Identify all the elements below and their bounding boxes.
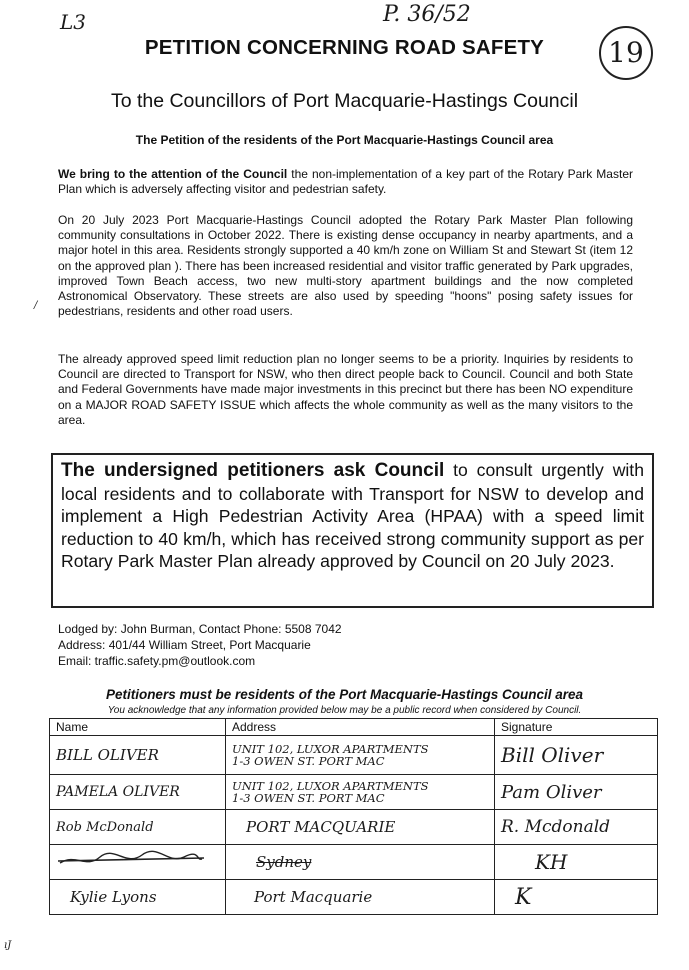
paragraph-attention — [58, 167, 633, 197]
petition-of-heading: The Petition of the residents of the Port Macquarie-Hastings Council area — [135, 133, 554, 147]
petition-request-lead: The undersigned petitioners ask Council — [61, 460, 445, 481]
column-header-address: Address — [226, 719, 495, 736]
signer-signature: KH — [495, 845, 658, 880]
petition-request-text: to consult urgently with local residents and to collaborate with Transport for NSW to develop and implement a High Pedestrian Activity Area (HPAA) with a speed limit reduction to 40 km/h, which has received strong community support as per Rotary Park Master Plan already approved by Council on 20 July 2023. — [61, 460, 644, 572]
signer-address — [226, 775, 495, 810]
signer-address: Port Macquarie — [226, 880, 495, 915]
residency-note: Petitioners must be residents of the Port Macquarie-Hastings Council area — [105, 687, 584, 702]
signer-signature: Pam Oliver — [495, 775, 658, 810]
table-row — [50, 810, 658, 845]
lodged-by: Lodged by: John Burman, Contact Phone: 5508 7042 — [58, 622, 342, 636]
signature-table — [49, 718, 658, 915]
table-row — [50, 845, 658, 880]
petition-request-box — [51, 453, 654, 608]
petition-title: PETITION CONCERNING ROAD SAFETY — [144, 36, 545, 59]
signer-address-line2: 1-3 OWEN ST. PORT MAC — [232, 754, 385, 768]
signer-signature: Bill Oliver — [495, 736, 658, 775]
annotation-page-number: P. 36/52 — [383, 2, 471, 27]
signer-name: Rob McDonald — [50, 810, 226, 845]
paragraph-background: On 20 July 2023 Port Macquarie-Hastings Council adopted the Rotary Park Master Plan following community consultations in October 2022. There is existing dense occupancy in nearby apartments, and a major hotel in this area. Residents strongly supported a 40 km/h zone on William St and Stewart St (item 12 on the approved plan ). There has been increased residential and visitor traffic generated by Park upgrades, improved Town Beach access, two new multi-story apartment buildings and the now completed Astronomical Observatory. These streets are also used by speeding "hoons" posing safety issues for pedestrians, residents and other road users. — [58, 213, 633, 319]
table-row — [50, 880, 658, 915]
paragraph-attention-lead: We bring to the attention of the Council — [58, 167, 288, 181]
signer-address-line1: UNIT 102, LUXOR APARTMENTS — [232, 742, 429, 756]
signer-signature: R. Mcdonald — [495, 810, 658, 845]
signer-address-line2: 1-3 OWEN ST. PORT MAC — [232, 791, 385, 805]
signer-address-line1: UNIT 102, LUXOR APARTMENTS — [232, 779, 429, 793]
table-row — [50, 775, 658, 810]
lodger-email: Email: traffic.safety.pm@outlook.com — [58, 654, 256, 668]
struck-out-name-scribble — [56, 849, 206, 871]
signer-name: Kylie Lyons — [50, 880, 226, 915]
signer-address: PORT MACQUARIE — [226, 810, 495, 845]
signer-address — [226, 736, 495, 775]
lodger-address: Address: 401/44 William Street, Port Macquarie — [58, 638, 311, 652]
table-row — [50, 736, 658, 775]
column-header-signature: Signature — [495, 719, 658, 736]
signature-table-header — [50, 719, 658, 736]
circled-number-text: 19 — [608, 36, 644, 69]
petition-subtitle: To the Councillors of Port Macquarie-Hastings Council — [110, 90, 579, 112]
signer-name: PAMELA OLIVER — [50, 775, 226, 810]
margin-mark: / — [34, 300, 38, 311]
paragraph-priority: The already approved speed limit reduction plan no longer seems to be a priority. Inquiries by residents to Council are directed to Transport for NSW, who then direct people back to Council. Council and both State and Federal Governments have made major investments in this precinct but there has been NO expenditure on a MAJOR ROAD SAFETY ISSUE which affects the whole community as well as the many visitors to the area. — [58, 352, 633, 427]
annotation-bottom-left: ıJ — [4, 940, 12, 951]
column-header-name: Name — [50, 719, 226, 736]
signer-address: Sydney — [226, 845, 495, 880]
paragraph-attention-text: the non-implementation of a key part of the Rotary Park Master Plan which is adversely affecting visitor and pedestrian safety. — [58, 167, 633, 197]
annotation-top-left: L3 — [60, 10, 87, 34]
signer-signature: K — [495, 880, 658, 915]
public-record-acknowledgement: You acknowledge that any information provided below may be a public record when considered by Council. — [107, 705, 582, 716]
signer-name: BILL OLIVER — [50, 736, 226, 775]
signer-name-struck — [50, 845, 226, 880]
